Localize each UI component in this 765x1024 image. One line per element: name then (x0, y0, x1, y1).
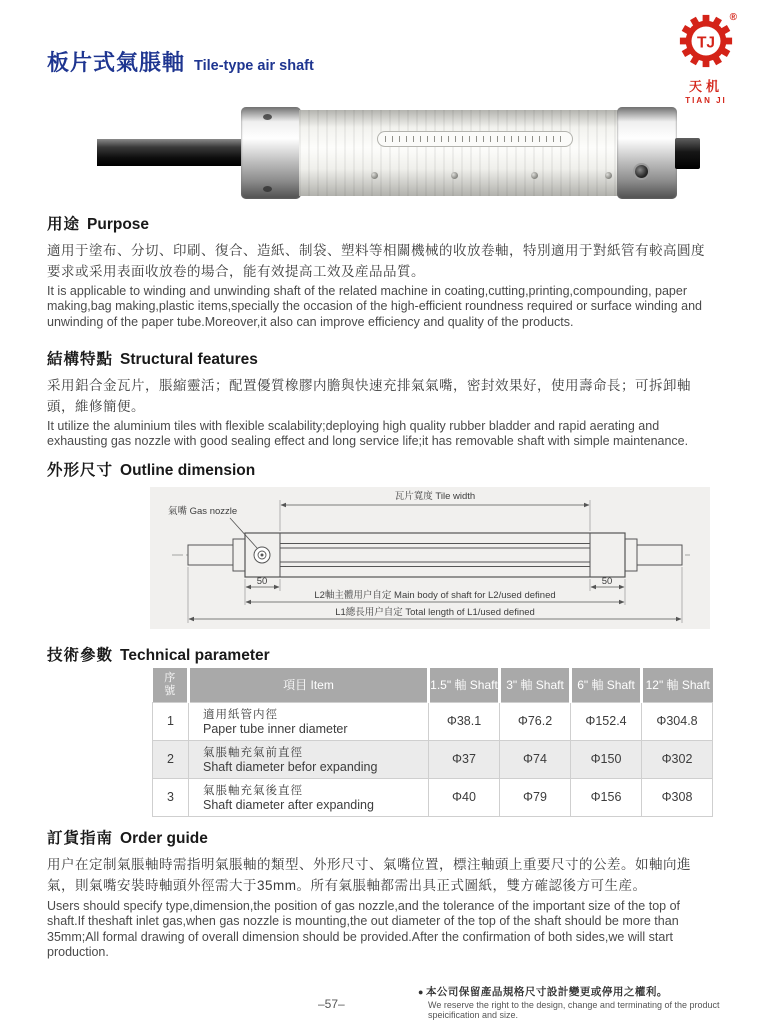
heading-order-en: Order guide (120, 830, 208, 847)
page-title-en: Tile-type air shaft (194, 58, 314, 74)
l1-dimension-label: L1總長用户自定 Total length of L1/used defined (335, 607, 535, 618)
table-row (153, 702, 713, 740)
section-heading-order (47, 826, 208, 848)
row-value: Φ40 (429, 778, 500, 816)
heading-purpose-en: Purpose (87, 216, 150, 233)
col-header-3in: 3" 軸 Shaft (500, 668, 571, 702)
section-heading-structural (47, 347, 258, 369)
heading-technical-zh: 技術參數 (47, 647, 114, 664)
col-header-no: 序號 (153, 668, 189, 702)
photo-ruler-slot (377, 131, 573, 147)
page-number: –57– (318, 997, 345, 1011)
page-title (47, 46, 314, 77)
structural-text-zh: 采用鋁合金瓦片，脹縮靈活；配置優質橡膠内膽與快速充排氣氣嘴，密封效果好，使用壽命長；可拆卸軸頭，維修簡便。 (47, 378, 691, 414)
photo-gas-valve (633, 163, 650, 180)
order-text-en: Users should specify type,dimension,the position of gas nozzle,and the tolerance of the important size of the top of shaft.If theshaft inlet gas,when gas nozzle is mounting,the out diameter of the top of the shaft should be more than 35mm;All formal drawing of overall dimension should be provided.After the confirmation of both sides,we will start production. (47, 899, 681, 959)
dim-50-right: 50 (601, 576, 613, 587)
heading-technical-en: Technical parameter (120, 647, 270, 664)
heading-outline-zh: 外形尺寸 (47, 462, 114, 479)
row-value: Φ308 (642, 778, 713, 816)
row-value: Φ152.4 (571, 702, 642, 740)
row-no: 3 (153, 778, 189, 816)
table-row (153, 778, 713, 816)
row-item-zh: 氣脹軸充氣後直徑 (203, 785, 303, 797)
logo-name-en: TIAN JI (685, 96, 727, 105)
row-value: Φ74 (500, 740, 571, 778)
gas-nozzle-label: 氣嘴 Gas nozzle (168, 506, 238, 517)
row-value: Φ156 (571, 778, 642, 816)
table-row (153, 740, 713, 778)
col-header-item: 項目 Item (189, 668, 429, 702)
row-item (189, 740, 429, 778)
row-no: 2 (153, 740, 189, 778)
brand-logo (667, 12, 745, 105)
logo-monogram: TJ (696, 34, 716, 52)
page-title-zh: 板片式氣脹軸 (47, 50, 186, 75)
row-item-zh: 適用紙管内徑 (203, 709, 278, 721)
footer-note-en: We reserve the right to the design, change and terminating of the product speicification and size. (428, 1000, 720, 1020)
section-heading-purpose (47, 212, 149, 234)
row-value: Φ38.1 (429, 702, 500, 740)
row-item (189, 778, 429, 816)
row-value: Φ150 (571, 740, 642, 778)
registered-trademark: ® (729, 12, 737, 23)
gear-logo-icon (677, 12, 735, 70)
row-value: Φ37 (429, 740, 500, 778)
footer-note-zh (418, 984, 748, 999)
heading-structural-zh: 結構特點 (47, 351, 114, 368)
row-value: Φ302 (642, 740, 713, 778)
product-photo (85, 101, 725, 207)
bullet-icon: ● (418, 987, 424, 997)
table-header-row (153, 668, 713, 702)
row-value: Φ79 (500, 778, 571, 816)
row-item-zh: 氣脹軸充氣前直徑 (203, 747, 303, 759)
footer-note-zh-text: 本公司保留產品規格尺寸設計變更或停用之權利。 (425, 986, 668, 998)
row-item-en: Shaft diameter after expanding (203, 798, 374, 812)
photo-shaft-body (299, 110, 619, 196)
photo-left-journal (97, 139, 249, 166)
photo-right-endcap (617, 107, 677, 199)
dim-50-left: 50 (256, 576, 268, 587)
outline-dimension-diagram (150, 487, 710, 629)
photo-right-nub (675, 138, 700, 169)
footer-note (418, 984, 748, 1020)
photo-cap-hole (263, 186, 272, 192)
photo-ruler-ticks (385, 136, 565, 142)
photo-left-endcap (241, 107, 301, 199)
row-no: 1 (153, 702, 189, 740)
shaft-drawing (150, 487, 710, 629)
purpose-text-zh: 適用于塗布、分切、印刷、復合、造紙、制袋、塑料等相關機械的收放卷軸，特別適用于對紙管有較高圓度要求或采用表面收放卷的場合，能有效提高工效及産品品質。 (47, 243, 705, 279)
purpose-text-en: It is applicable to winding and unwinding shaft of the related machine in coating,cutting,printing,compounding, paper making,bag making,plastic items,specially the occasion of the high-efficient roundness required or surface winding and unwinding of the paper tube.Moreover,it also can improve efficiency and quality of the products. (47, 284, 702, 329)
l2-dimension-label: L2軸主體用户自定 Main body of shaft for L2/used defined (314, 590, 556, 601)
section-heading-technical (47, 643, 270, 665)
col-header-1-5in: 1.5" 軸 Shaft (429, 668, 500, 702)
row-item (189, 702, 429, 740)
photo-screw (531, 172, 538, 179)
row-item-en: Shaft diameter befor expanding (203, 760, 378, 774)
col-header-12in: 12" 軸 Shaft (642, 668, 713, 702)
tile-width-label: 瓦片寬度 Tile width (394, 491, 476, 502)
row-value: Φ304.8 (642, 702, 713, 740)
col-header-6in: 6" 軸 Shaft (571, 668, 642, 702)
heading-structural-en: Structural features (120, 351, 258, 368)
heading-purpose-zh: 用途 (47, 216, 81, 233)
row-value: Φ76.2 (500, 702, 571, 740)
row-item-en: Paper tube inner diameter (203, 722, 348, 736)
logo-name-zh: 天机 (688, 79, 723, 94)
heading-outline-en: Outline dimension (120, 462, 256, 479)
heading-order-zh: 訂貨指南 (47, 830, 114, 847)
photo-screw (371, 172, 378, 179)
photo-screw (451, 172, 458, 179)
photo-screw (605, 172, 612, 179)
structural-text-en: It utilize the aluminium tiles with flexible scalability;deploying high quality rubber bladder and rapid aerating and exhausting gas nozzle with good sealing effect and long service life;it has removable shaft with simple maintenance. (47, 419, 689, 449)
order-text-zh: 用户在定制氣脹軸時需指明氣脹軸的類型、外形尺寸、氣嘴位置，標注軸頭上重要尺寸的公差。如軸向進氣，則氣嘴安裝時軸頭外徑需大于35mm。所有氣脹軸都需出具正式圖紙，雙方確認後方可生産。 (47, 857, 691, 893)
technical-parameter-table (152, 668, 713, 817)
section-heading-outline (47, 458, 255, 480)
photo-cap-hole (263, 114, 272, 120)
